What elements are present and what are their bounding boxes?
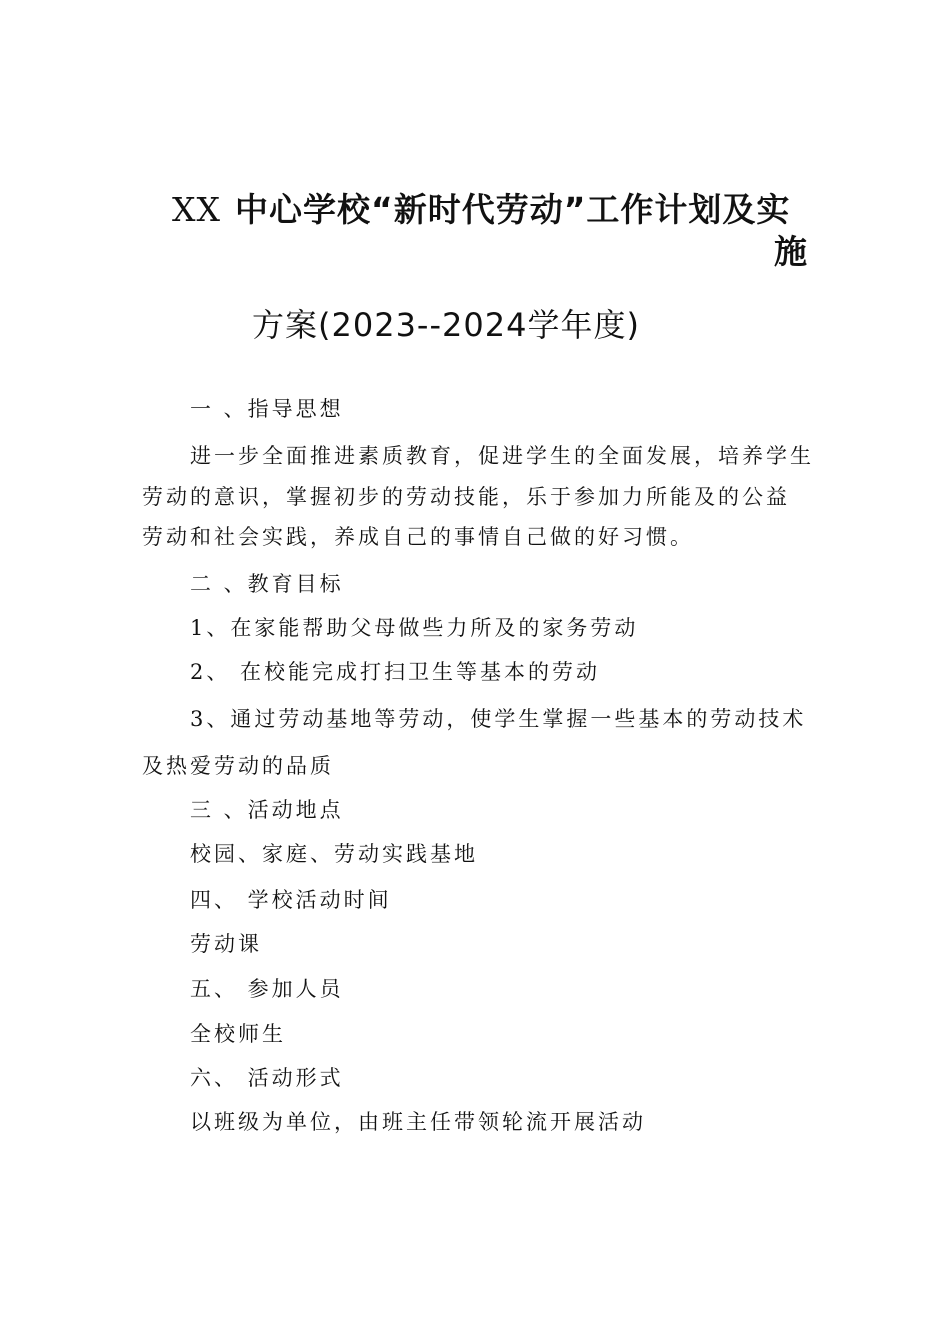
document-title-line1 xyxy=(172,184,790,231)
section-1-paragraph-line1: 进一步全面推进素质教育，促进学生的全面发展，培养学生 xyxy=(190,444,814,468)
title-prefix: XX xyxy=(172,190,221,229)
document-title-line2: 方案(2023--2024学年度) xyxy=(252,306,640,344)
section-6-heading: 六、 活动形式 xyxy=(190,1066,344,1090)
section-1-heading: 一 、指导思想 xyxy=(190,397,344,421)
section-4-text: 劳动课 xyxy=(190,932,262,956)
section-2-item-2: 2、 在校能完成打扫卫生等基本的劳动 xyxy=(190,660,601,684)
section-3-text: 校园、家庭、劳动实践基地 xyxy=(190,842,478,866)
section-2-item-1: 1、在家能帮助父母做些力所及的家务劳动 xyxy=(190,616,639,640)
title-main: 中心学校“新时代劳动”工作计划及实 xyxy=(235,190,791,229)
section-1-paragraph-line3: 劳动和社会实践，养成自己的事情自己做的好习惯。 xyxy=(142,525,694,549)
section-4-heading: 四、 学校活动时间 xyxy=(190,888,392,912)
section-5-text: 全校师生 xyxy=(190,1022,286,1046)
section-1-paragraph-line2: 劳动的意识，掌握初步的劳动技能，乐于参加力所能及的公益 xyxy=(142,485,790,509)
section-6-text: 以班级为单位，由班主任带领轮流开展活动 xyxy=(190,1110,646,1134)
section-2-heading: 二 、教育目标 xyxy=(190,572,344,596)
section-2-item-3-line2: 及热爱劳动的品质 xyxy=(142,754,334,778)
section-5-heading: 五、 参加人员 xyxy=(190,977,344,1001)
document-title-line1-tail: 施 xyxy=(774,232,807,271)
section-3-heading: 三 、活动地点 xyxy=(190,798,344,822)
section-2-item-3-line1: 3、通过劳动基地等劳动，使学生掌握一些基本的劳动技术 xyxy=(190,707,807,731)
